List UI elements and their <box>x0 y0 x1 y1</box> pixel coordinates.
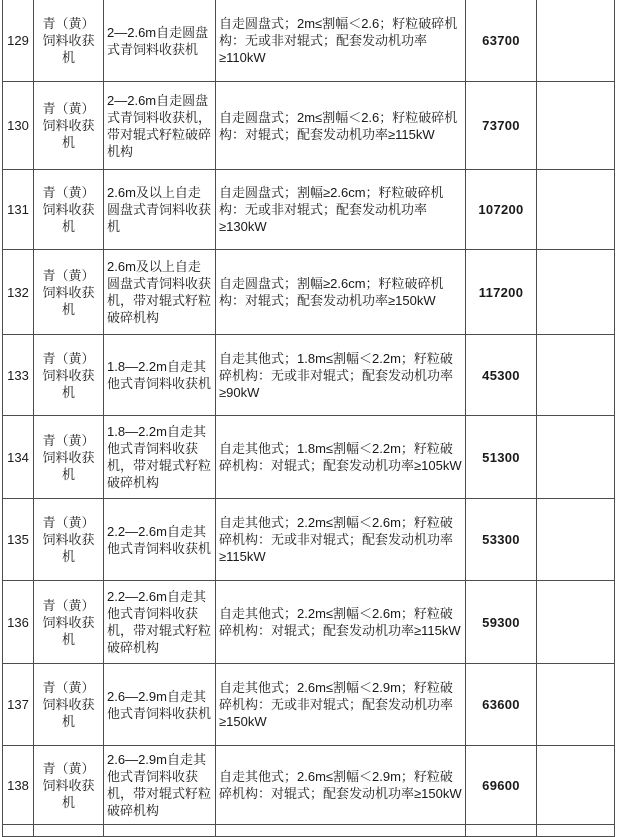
spec-cell: 自走其他式；1.8m≤割幅＜2.2m；籽粒破碎机构：无或非对辊式；配套发动机功率≥90kW <box>216 335 466 416</box>
machine-name-cell: 2.6—2.9m自走其他式青饲料收获机 <box>104 664 216 746</box>
machine-name-cell: 2—2.6m自走圆盘式青饲料收获机，带对辊式籽粒破碎机构 <box>104 82 216 170</box>
machine-name-cell: 1.8—2.2m自走其他式青饲料收获机，带对辊式籽粒破碎机构 <box>104 416 216 499</box>
blank-cell <box>537 250 615 335</box>
table-row <box>3 416 615 499</box>
machine-name-cell: 2.6—2.9m自走其他式青饲料收获机，带对辊式籽粒破碎机构 <box>104 746 216 825</box>
row-number-cell: 134 <box>3 416 34 499</box>
category-cell: 青（黄）饲料收获机 <box>34 416 104 499</box>
spec-cell: 自走其他式；2.6m≤割幅＜2.9m；籽粒破碎机构：对辊式；配套发动机功率≥150kW <box>216 746 466 825</box>
category-cell: 青（黄）饲料收获机 <box>34 335 104 416</box>
row-number-cell <box>3 825 34 837</box>
blank-cell <box>537 581 615 664</box>
category-cell: 青（黄）饲料收获机 <box>34 170 104 250</box>
table-row <box>3 664 615 746</box>
blank-cell <box>537 664 615 746</box>
spec-cell: 自走圆盘式；割幅≥2.6cm；籽粒破碎机构：无或非对辊式；配套发动机功率≥130kW <box>216 170 466 250</box>
table-row <box>3 581 615 664</box>
blank-cell <box>537 82 615 170</box>
category-cell: 青（黄）饲料收获机 <box>34 664 104 746</box>
blank-cell <box>537 0 615 82</box>
spec-cell: 自走圆盘式；割幅≥2.6cm；籽粒破碎机构：对辊式；配套发动机功率≥150kW <box>216 250 466 335</box>
subsidy-amount-cell: 117200 <box>466 250 537 335</box>
category-cell: 青（黄）饲料收获机 <box>34 746 104 825</box>
row-number-cell: 132 <box>3 250 34 335</box>
category-cell: 青（黄）饲料收获机 <box>34 0 104 82</box>
category-cell: 青（黄）饲料收获机 <box>34 250 104 335</box>
row-number-cell: 138 <box>3 746 34 825</box>
row-number-cell: 135 <box>3 499 34 581</box>
table-row <box>3 170 615 250</box>
machine-name-cell: 2.6m及以上自走圆盘式青饲料收获机，带对辊式籽粒破碎机构 <box>104 250 216 335</box>
spec-cell <box>216 825 466 837</box>
subsidy-amount-cell: 63600 <box>466 664 537 746</box>
row-number-cell: 129 <box>3 0 34 82</box>
machine-name-cell: 2.2—2.6m自走其他式青饲料收获机，带对辊式籽粒破碎机构 <box>104 581 216 664</box>
category-cell: 青（黄）饲料收获机 <box>34 82 104 170</box>
blank-cell <box>537 825 615 837</box>
blank-cell <box>537 335 615 416</box>
subsidy-amount-cell: 73700 <box>466 82 537 170</box>
category-cell: 青（黄）饲料收获机 <box>34 581 104 664</box>
table-row <box>3 499 615 581</box>
machine-name-cell: 1.8—2.2m自走其他式青饲料收获机 <box>104 335 216 416</box>
subsidy-amount-cell: 45300 <box>466 335 537 416</box>
machine-name-cell: 2.6m及以上自走圆盘式青饲料收获机 <box>104 170 216 250</box>
category-cell <box>34 825 104 837</box>
subsidy-amount-cell: 51300 <box>466 416 537 499</box>
table-row <box>3 335 615 416</box>
table-row <box>3 250 615 335</box>
subsidy-table <box>2 0 615 837</box>
spec-cell: 自走其他式；1.8m≤割幅＜2.2m；籽粒破碎机构：对辊式；配套发动机功率≥105kW <box>216 416 466 499</box>
category-cell: 青（黄）饲料收获机 <box>34 499 104 581</box>
row-number-cell: 136 <box>3 581 34 664</box>
subsidy-amount-cell: 59300 <box>466 581 537 664</box>
spec-cell: 自走其他式；2.6m≤割幅＜2.9m；籽粒破碎机构：无或非对辊式；配套发动机功率≥150kW <box>216 664 466 746</box>
subsidy-amount-cell: 107200 <box>466 170 537 250</box>
row-number-cell: 137 <box>3 664 34 746</box>
subsidy-amount-cell: 69600 <box>466 746 537 825</box>
row-number-cell: 133 <box>3 335 34 416</box>
table-row <box>3 0 615 82</box>
table-row <box>3 82 615 170</box>
subsidy-amount-cell: 53300 <box>466 499 537 581</box>
machine-name-cell <box>104 825 216 837</box>
machine-name-cell: 2—2.6m自走圆盘式青饲料收获机 <box>104 0 216 82</box>
blank-cell <box>537 170 615 250</box>
spec-cell: 自走其他式；2.2m≤割幅＜2.6m；籽粒破碎机构：无或非对辊式；配套发动机功率≥115kW <box>216 499 466 581</box>
blank-cell <box>537 746 615 825</box>
blank-cell <box>537 416 615 499</box>
machine-name-cell: 2.2—2.6m自走其他式青饲料收获机 <box>104 499 216 581</box>
spec-cell: 自走圆盘式；2m≤割幅＜2.6；籽粒破碎机构：无或非对辊式；配套发动机功率≥110kW <box>216 0 466 82</box>
row-number-cell: 131 <box>3 170 34 250</box>
table-row <box>3 746 615 825</box>
row-number-cell: 130 <box>3 82 34 170</box>
spec-cell: 自走圆盘式；2m≤割幅＜2.6；籽粒破碎机构：对辊式；配套发动机功率≥115kW <box>216 82 466 170</box>
spec-cell: 自走其他式；2.2m≤割幅＜2.6m；籽粒破碎机构：对辊式；配套发动机功率≥115kW <box>216 581 466 664</box>
subsidy-amount-cell <box>466 825 537 837</box>
table-row-partial <box>3 825 615 837</box>
blank-cell <box>537 499 615 581</box>
subsidy-amount-cell: 63700 <box>466 0 537 82</box>
